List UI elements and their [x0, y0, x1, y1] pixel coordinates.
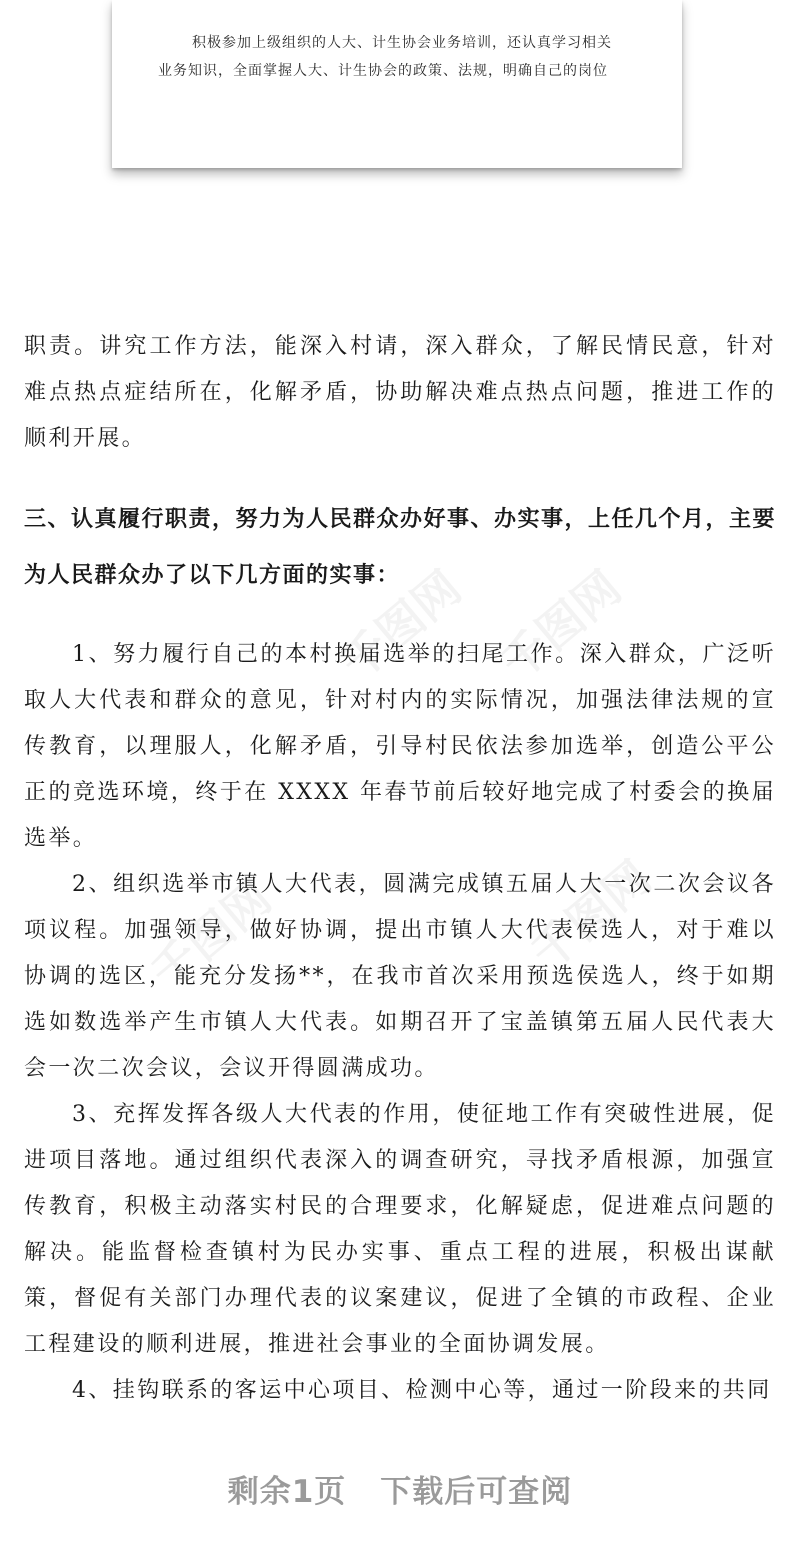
section-heading: 三、认真履行职责，努力为人民群众办好事、办实事，上任几个月，主要为人民群众办了以下几方面的实事：	[24, 507, 777, 588]
item-list	[24, 632, 776, 1414]
document-preview-card	[112, 0, 682, 168]
continuation-paragraph: 职责。讲究工作方法，能深入村请，深入群众，了解民情民意，针对难点热点症结所在，化解矛盾，协助解决难点热点问题，推进工作的顺利开展。	[24, 334, 776, 451]
list-item: 1、努力履行自己的本村换届选举的扫尾工作。深入群众，广泛听取人大代表和群众的意见，针对村内的实际情况，加强法律法规的宣传教育，以理服人，化解矛盾，引导村民依法参加选举，创造公平公正的竞选环境，终于在 XXXX 年春节前后较好地完成了村委会的换届选举。	[24, 642, 776, 851]
watermark: 千图网	[490, 560, 632, 691]
continuation-block	[24, 324, 776, 462]
list-item: 2、组织选举市镇人大代表，圆满完成镇五届人大一次二次会议各项议程。加强领导，做好协调，提出市镇人大代表侯选人，对于难以协调的选区，能充分发扬**，在我市首次采用预选侯选人，终于如期选如数选举产生市镇人大代表。如期召开了宝盖镇第五届人民代表大会一次二次会议，会议开得圆满成功。	[24, 872, 776, 1081]
remaining-pages-label: 剩余1页	[227, 1474, 347, 1510]
watermark: 千图网	[330, 560, 472, 691]
list-item: 4、挂钩联系的客运中心项目、检测中心等，通过一阶段来的共同	[72, 1378, 772, 1403]
download-hint-label: 下载后可查阅	[380, 1474, 573, 1510]
preview-line: 积极参加上级组织的人大、计生协会业务培训，还认真学习相关	[192, 35, 612, 51]
preview-line: 业务知识，全面掌握人大、计生协会的政策、法规，明确自己的岗位	[158, 63, 608, 79]
download-notice[interactable]	[0, 1466, 800, 1511]
list-item: 3、充挥发挥各级人大代表的作用，使征地工作有突破性进展，促进项目落地。通过组织代表深入的调查研究，寻找矛盾根源，加强宣传教育，积极主动落实村民的合理要求，化解疑虑，促进难点问题的解决。能监督检查镇村为民办实事、重点工程的进展，积极出谋献策，督促有关部门办理代表的议案建议，促进了全镇的市政程、企业工程建设的顺利进展，推进社会事业的全面协调发展。	[24, 1102, 776, 1357]
watermark: 千图网	[520, 850, 662, 981]
watermark: 千图网	[140, 870, 282, 1001]
